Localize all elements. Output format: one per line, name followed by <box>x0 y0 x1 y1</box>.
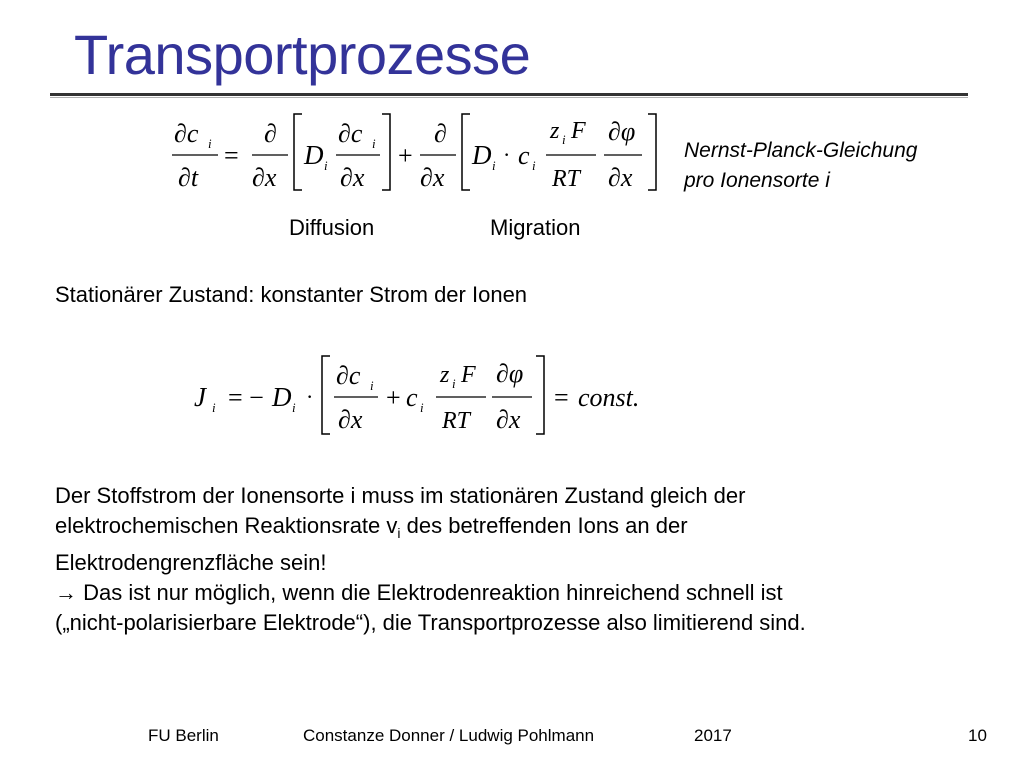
svg-text:i: i <box>420 400 424 415</box>
svg-text:+: + <box>386 383 401 412</box>
svg-text:D: D <box>472 140 492 170</box>
footer-institution: FU Berlin <box>148 726 219 745</box>
svg-text:∂φ: ∂φ <box>496 359 524 388</box>
nernst-planck-equation <box>168 108 668 198</box>
equation-note <box>684 136 917 196</box>
footer-authors: Constanze Donner / Ludwig Pohlmann <box>303 726 595 745</box>
svg-text:i: i <box>208 136 212 151</box>
footer-year: 2017 <box>694 726 732 745</box>
svg-text:J: J <box>194 382 206 412</box>
svg-text:∂x: ∂x <box>420 163 445 192</box>
svg-text:const.: const. <box>578 383 640 412</box>
svg-text:i: i <box>452 376 456 391</box>
title-divider <box>50 93 968 96</box>
svg-text:i: i <box>212 400 216 415</box>
para-line-2a: elektrochemischen Reaktionsrate v <box>55 513 398 538</box>
svg-text:i: i <box>372 136 376 151</box>
svg-text:∂x: ∂x <box>338 405 363 434</box>
svg-text:i: i <box>324 158 328 173</box>
svg-text:i: i <box>532 158 536 173</box>
svg-text:∂: ∂ <box>434 119 447 148</box>
svg-text:i: i <box>370 378 374 393</box>
svg-text:+: + <box>398 141 413 170</box>
svg-text:=: = <box>554 383 569 412</box>
title-divider-shadow <box>50 97 968 98</box>
note-line-1: Nernst-Planck-Gleichung <box>684 139 918 162</box>
svg-text:∂: ∂ <box>264 119 277 148</box>
svg-text:F: F <box>461 362 476 388</box>
note-line-2: pro Ionensorte i <box>684 169 830 192</box>
slide-title: Transportprozesse <box>74 23 531 86</box>
svg-text:∂c: ∂c <box>174 119 199 148</box>
svg-text:i: i <box>492 158 496 173</box>
svg-text:∂x: ∂x <box>608 163 633 192</box>
svg-text:i: i <box>562 132 566 147</box>
explanation-paragraph <box>55 481 806 638</box>
svg-text:c: c <box>406 383 418 412</box>
svg-text:D: D <box>304 140 324 170</box>
para-line-3: Elektrodengrenzfläche sein! <box>55 550 327 575</box>
svg-text:∂x: ∂x <box>496 405 521 434</box>
label-diffusion: Diffusion <box>289 215 375 240</box>
para-line-2b: des betreffenden Ions an der <box>400 513 688 538</box>
para-line-5: („nicht-polarisierbare Elektrode“), die Transportprozesse also limitierend sind. <box>55 610 806 635</box>
svg-text:·: · <box>306 384 314 409</box>
stationary-state-text: Stationärer Zustand: konstanter Strom der Ionen <box>55 282 528 307</box>
footer-page-number: 10 <box>968 726 987 745</box>
svg-text:∂t: ∂t <box>178 163 199 192</box>
svg-text:RT: RT <box>442 408 471 434</box>
svg-text:∂φ: ∂φ <box>608 117 636 146</box>
svg-text:= −: = − <box>228 383 264 412</box>
svg-text:∂x: ∂x <box>252 163 277 192</box>
svg-text:c: c <box>518 141 530 170</box>
svg-text:z: z <box>440 362 450 388</box>
svg-text:F: F <box>571 118 586 144</box>
para-line-1: Der Stoffstrom der Ionensorte i muss im stationären Zustand gleich der <box>55 483 746 508</box>
svg-text:D: D <box>272 382 292 412</box>
svg-text:∂c: ∂c <box>336 361 361 390</box>
svg-text:·: · <box>503 142 511 167</box>
svg-text:∂x: ∂x <box>340 163 365 192</box>
svg-text:z: z <box>550 118 560 144</box>
para-line-2-subscript: i <box>397 525 401 541</box>
para-line-2 <box>55 511 806 548</box>
label-migration: Migration <box>490 215 581 240</box>
para-line-4: → Das ist nur möglich, wenn die Elektrodenreaktion hinreichend schnell ist <box>55 580 783 605</box>
svg-text:=: = <box>224 141 239 170</box>
svg-text:RT: RT <box>552 166 581 192</box>
svg-text:∂c: ∂c <box>338 119 363 148</box>
svg-text:i: i <box>292 400 296 415</box>
flux-equation <box>190 352 660 442</box>
